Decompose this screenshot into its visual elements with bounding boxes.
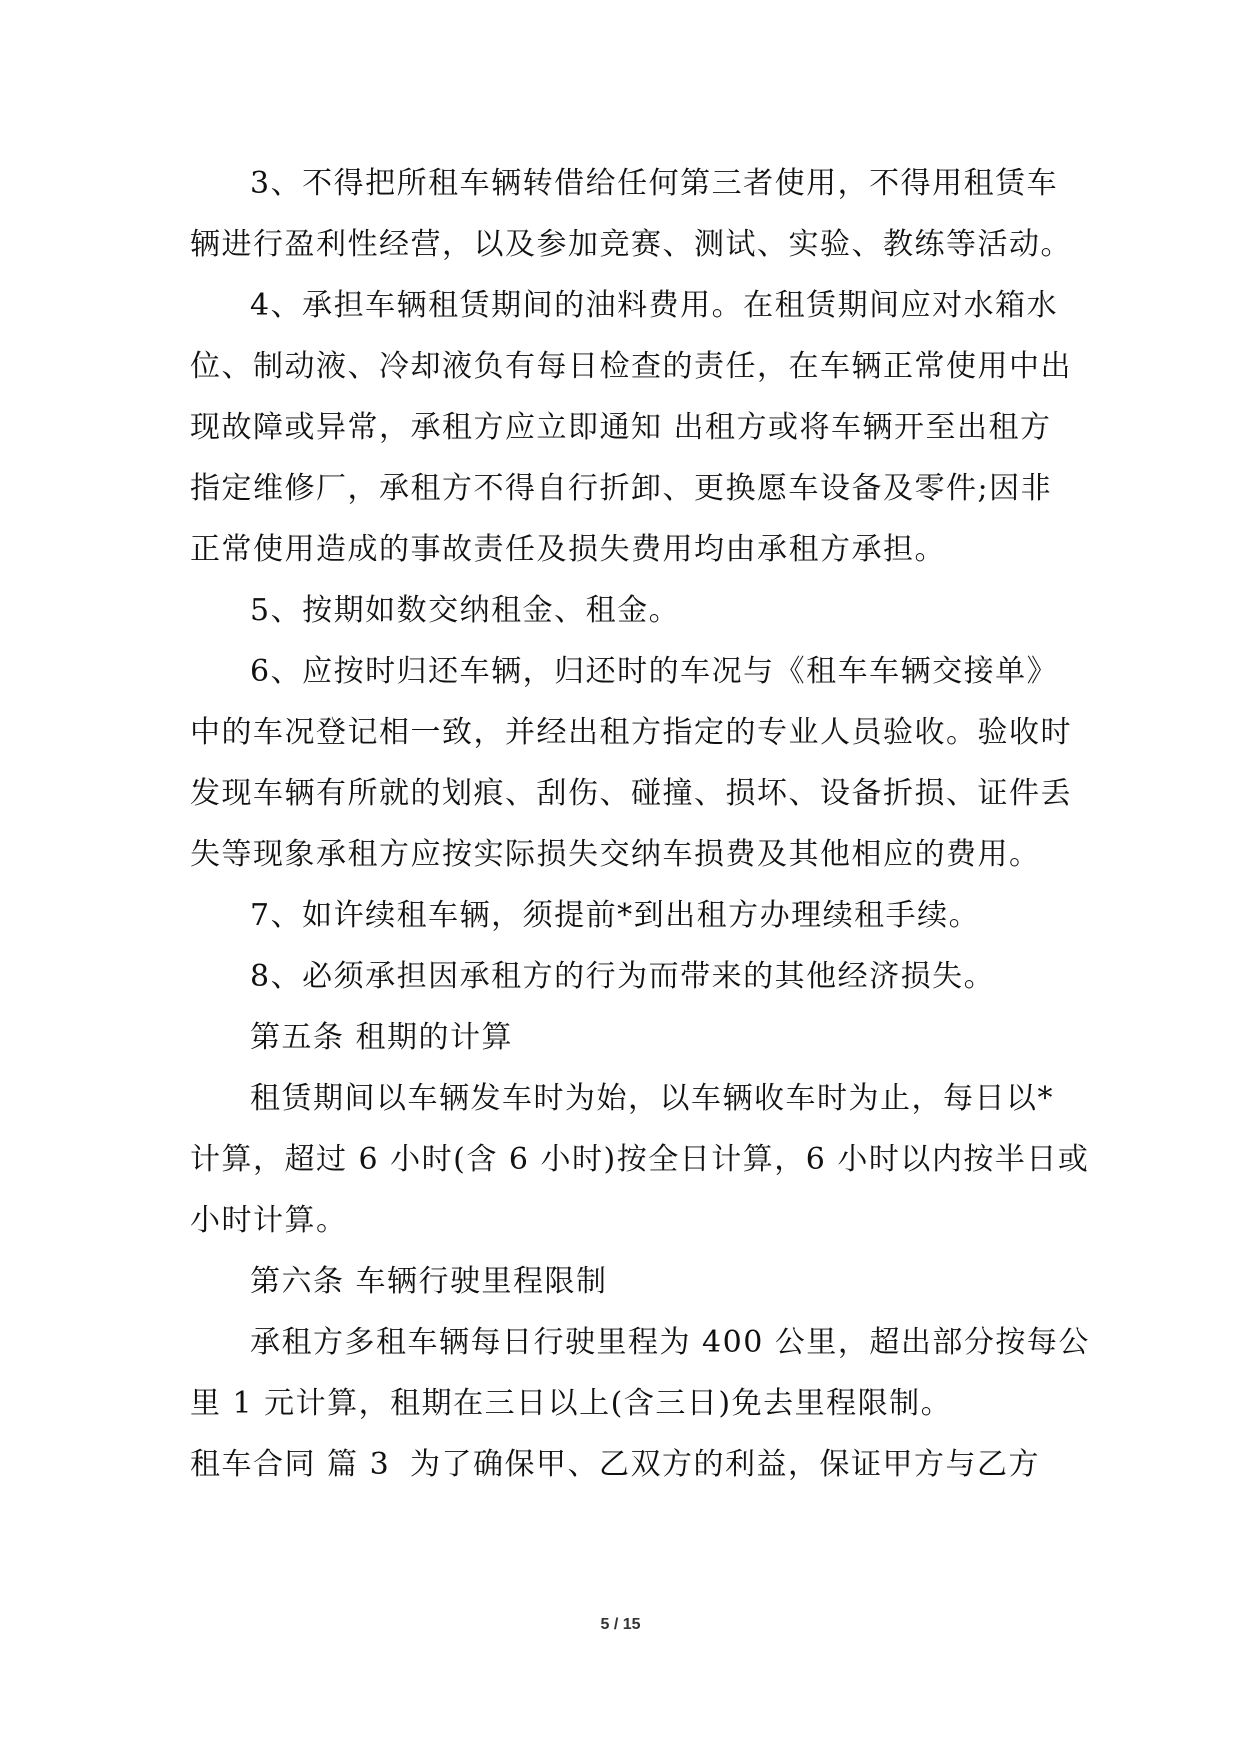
section-heading: 第五条 租期的计算 <box>250 1020 514 1055</box>
document-body <box>190 153 1090 1495</box>
paragraph-line: 中的车况登记相一致，并经出租方指定的专业人员验收。验收时 <box>190 715 1072 750</box>
paragraph-line: 失等现象承租方应按实际损失交纳车损费及其他相应的费用。 <box>190 837 1041 872</box>
paragraph-line: 3、不得把所租车辆转借给任何第三者使用，不得用租赁车 <box>250 166 1059 201</box>
paragraph-line: 里 1 元计算，租期在三日以上(含三日)免去里程限制。 <box>190 1386 953 1421</box>
paragraph-line: 小时计算。 <box>190 1203 348 1238</box>
section-heading: 第六条 车辆行驶里程限制 <box>250 1264 608 1299</box>
paragraph-line: 发现车辆有所就的划痕、刮伤、碰撞、损坏、设备折损、证件丢 <box>190 776 1072 811</box>
paragraph-line: 为了确保甲、乙双方的利益，保证甲方与乙方 <box>410 1447 1040 1482</box>
paragraph-line: 4、承担车辆租赁期间的油料费用。在租赁期间应对水箱水 <box>250 288 1059 323</box>
paragraph-line: 租赁期间以车辆发车时为始，以车辆收车时为止，每日以* <box>250 1081 1054 1116</box>
paragraph-line: 8、必须承担因承租方的行为而带来的其他经济损失。 <box>250 959 996 994</box>
contract-title: 租车合同 篇 3 <box>190 1447 391 1482</box>
paragraph-line: 7、如许续租车辆，须提前*到出租方办理续租手续。 <box>250 898 981 933</box>
paragraph-line: 承租方多租车辆每日行驶里程为 400 公里，超出部分按每公 <box>250 1325 1090 1360</box>
paragraph-line: 现故障或异常，承租方应立即通知 出租方或将车辆开至出租方 <box>190 410 1052 445</box>
paragraph-line: 5、按期如数交纳租金、租金。 <box>250 593 681 628</box>
contract-heading-line <box>190 1434 1060 1495</box>
paragraph-line: 辆进行盈利性经营，以及参加竞赛、测试、实验、教练等活动。 <box>190 227 1072 262</box>
paragraph-line: 指定维修厂，承租方不得自行折卸、更换愿车设备及零件;因非 <box>190 471 1053 506</box>
paragraph-line: 正常使用造成的事故责任及损失费用均由承租方承担。 <box>190 532 946 567</box>
page-number: 5 / 15 <box>600 1616 641 1633</box>
paragraph-line: 6、应按时归还车辆，归还时的车况与《租车车辆交接单》 <box>250 654 1059 689</box>
paragraph-line: 计算，超过 6 小时(含 6 小时)按全日计算，6 小时以内按半日或 <box>190 1142 1090 1177</box>
paragraph-line: 位、制动液、冷却液负有每日检查的责任，在车辆正常使用中出 <box>190 349 1072 384</box>
